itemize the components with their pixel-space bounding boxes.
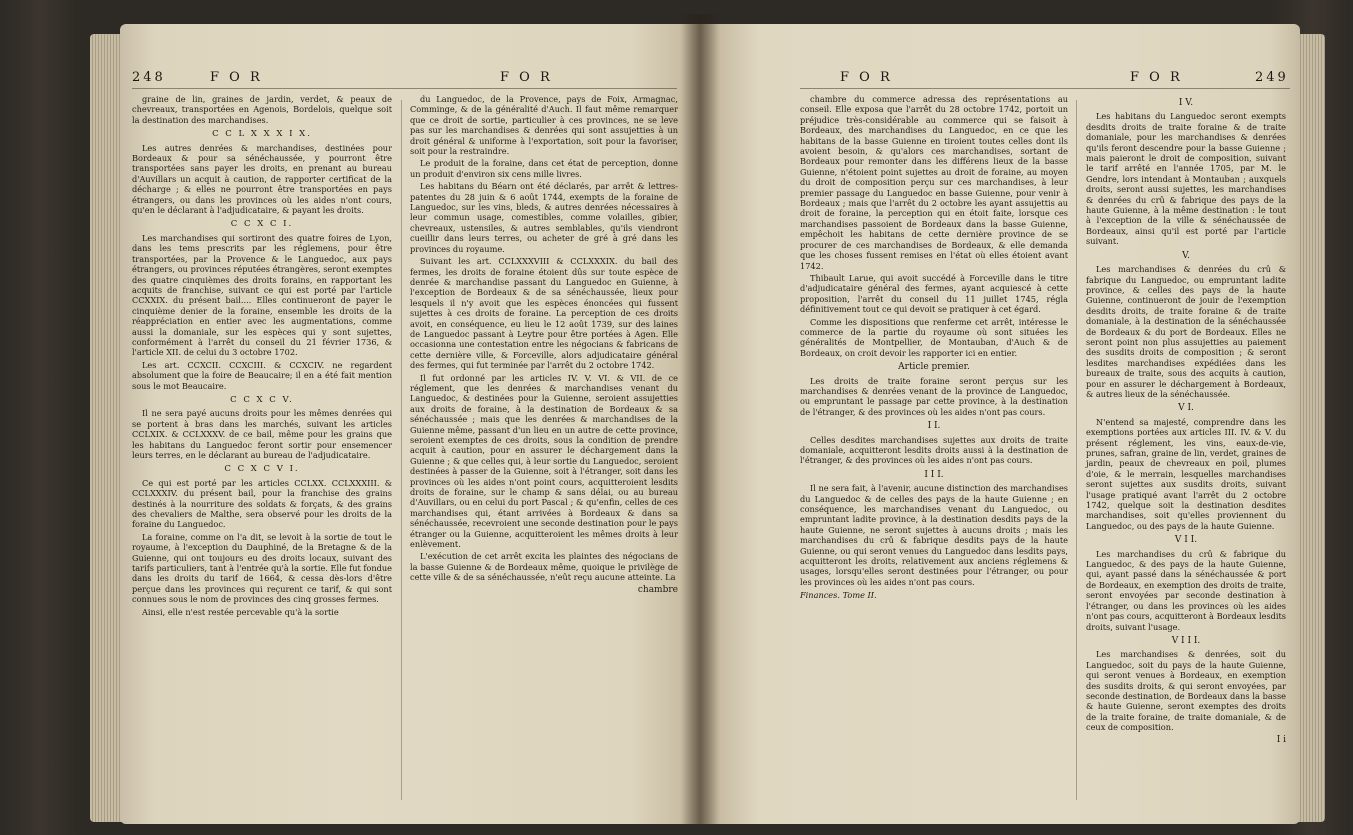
column-divider-right (1076, 100, 1077, 800)
section-heading: V I. (1178, 403, 1194, 414)
left-page (120, 24, 700, 824)
right-column-1 (800, 94, 1068, 603)
catchword: I i (1276, 734, 1286, 745)
section-heading: C C X C I. (230, 219, 294, 230)
paragraph: Celles desdites marchandises sujettes aux droits de traite domaniale, acquitteront lesdits droits aussi à la destination de l'étranger, & des provinces où les aides n'ont pas cours. (800, 434, 1068, 466)
paragraph: La foraine, comme on l'a dit, se levoit à la sortie de tout le royaume, à l'exception du Dauphiné, de la Bretagne & de la Guienne, qui ont toujours eu des droits locaux, suivant des tarifs particuliers, tant à l'entrée qu'à la sortie. Elle fut fondue dans les droits du tarif de 1664, & cessa dès-lors d'être perçue dans les provinces qui reçurent ce tarif, & qui sont connues sous le nom de provinces des cinq grosses fermes. (132, 531, 392, 605)
paragraph: Les autres denrées & marchandises, destinées pour Bordeaux & pour sa sénéchaussée, y pourront être transportées sans payer les droits, en prenant au bureau d'Auvillars un acquit à caution, de rapporter certificat de la décharge ; & elles ne pourront être transportées en pays étrangers, ou dans les provinces où les aides n'ont cours, qu'en le déclarant à l'adjudicataire, & payant les droits. (132, 142, 392, 216)
paragraph: Les habitans du Béarn ont été déclarés, par arrêt & lettres-patentes du 28 juin & 6 août 1744, exempts de la foraine de Languedoc, sur les vins, bleds, & autres denrées nécessaires à leur commun usage, comestibles, comme volailles, gibier, chevreaux, ustensiles, & autres semblables, qu'ils viendront cueillir dans leurs terres, ou acheter de gré à gré dans les provinces du royaume. (410, 181, 678, 254)
running-head-left-b: F O R (500, 70, 553, 85)
paragraph: Ce qui est porté par les articles CCLXX. CCLXXXIII. & CCLXXXIV. du présent bail, pour la franchise des grains destinés à la nourriture des soldats & forçats, & des grains des chevaliers de Malthe, sera observé pour les droits de la foraine du Languedoc. (132, 477, 392, 530)
paragraph: L'exécution de cet arrêt excita les plaintes des négocians de la basse Guienne & de Bordeaux même, quoique le privilège de cette ville & de sa sénéchaussée, n'eût reçu aucune atteinte. La (410, 551, 678, 583)
section-heading: C C L X X X I X. (212, 129, 312, 140)
book-gutter (680, 14, 720, 824)
paragraph: Comme les dispositions que renferme cet arrêt, intéresse le commerce de la partie du royaume où sont situées les généralités de Montpellier, de Montauban, d'Auch & de Bordeaux, on croit devoir les rapporter ici en entier. (800, 316, 1068, 358)
left-column-1 (132, 94, 392, 619)
paragraph: N'entend sa majesté, comprendre dans les exemptions portées aux articles III. IV. & V. du présent réglement, les vins, eaux-de-vie, prunes, safran, graine de lin, verdet, graines de jardin, peaux de chevreaux en poil, plumes d'oie, & le merrain, lesquelles marchandises seront sujettes aux susdits droits, suivant l'usage pratiqué avant l'arrêt du 2 octobre 1742, quelque soit la destination desdites marchandises, soit qu'elles proviennent du Languedoc, ou des pays de la haute Guienne. (1086, 416, 1286, 531)
paragraph: Les habitans du Languedoc seront exempts desdits droits de traite foraine & de traite domaniale, pour les marchandises & denrées qu'ils feront descendre pour la basse Guienne ; mais paieront le droit de composition, suivant le tarif arrêté en l'année 1705, par M. le Gendre, lors intendant à Montauban ; auxquels droits, seront aussi sujettes, les marchandises & denrées du crû & fabrique des pays de la haute Guienne, à la même destination : le tout à l'exception de la ville & sénéchaussée de Bordeaux, ainsi qu'il est porté par l'article suivant. (1086, 111, 1286, 247)
running-head-left-a: F O R (210, 70, 263, 85)
section-heading: I I. (927, 421, 941, 432)
paragraph: Les marchandises & denrées, soit du Languedoc, soit du pays de la haute Guienne, qui seront venues à Bordeaux, en exemption des susdits droits, & qui seront envoyées, par seconde destination, de Bordeaux dans la basse & haute Guienne, seront exemptes des droits de la traite foraine, de traite domaniale, & de ceux de composition. (1086, 649, 1286, 733)
header-rule-right (800, 88, 1290, 89)
left-column-2 (410, 94, 678, 597)
footer-signature: Finances. Tome II. (800, 590, 877, 601)
section-heading: V I I I. (1171, 635, 1201, 646)
paragraph: Les art. CCXCII. CCXCIII. & CCXCIV. ne regardent absolument que la foire de Beaucaire; il en a été fait mention sous le mot Beaucaire. (132, 359, 392, 391)
paragraph: Il ne sera payé aucuns droits pour les mêmes denrées qui se portent à bras dans les marchés, suivant les articles CCLXIX. & CCLXXXV. de ce bail, même pour les grains que les habitans du Languedoc feront sortir pour ensemencer leurs terres, en le déclarant au bureau de l'adjudicataire. (132, 408, 392, 460)
section-heading: V. (1182, 250, 1190, 261)
paragraph: Il fut ordonné par les articles IV. V. VI. & VII. de ce réglement, que les denrées & marchandises venant du Languedoc, & destinées pour la Guienne, seroient assujetties aux droits de foraine, à la destination de Bordeaux & sa sénéchaussée ; mais que les denrées & marchandises de la Guienne même, passant d'un lieu en un autre de cette province, seroient exemptes de ces droits, sous la condition de prendre acquit à caution, pour en assurer le déchargement dans la Guienne ; & que celles qui, à leur sortie du Languedoc, seroient destinées à passer de la Guienne, soit à l'étranger, soit dans les provinces où les aides n'ont point cours, acquitteroient lesdits droits de foraine, sur le champ & sans délai, ou au bureau d'Auvillars, ou en celui du port Pascal ; & qu'enfin, celles de ces marchandises qui, étant arrivées à Bordeaux & dans sa sénéchaussée, recevroient une seconde destination pour le pays étranger ou la Guienne, acquitteroient les mêmes droits à leur enlèvement. (410, 372, 678, 550)
section-heading: I I I. (924, 469, 944, 480)
section-heading: I V. (1178, 98, 1194, 108)
paragraph: Les marchandises qui sortiront des quatre foires de Lyon, dans les tems prescrits par les réglemens, pour être transportées, par la Provence & le Languedoc, aux pays étrangers, ou provinces réputées étrangères, seront exemptes des quatre cinquièmes des droits forains, en rapportant les acquits de franchise, suivant ce qui est porté par l'article CCXXIX. du présent bail.... Elles continueront de payer le cinquième denier de la foraine, ensemble les droits de la réappréciation en entier avec les augmentations, comme aussi la domaniale, sur les espèces qui y sont sujettes, conformément à l'arrêt du conseil du 21 février 1736, & l'article XII. de celui du 3 octobre 1702. (132, 232, 392, 358)
paragraph: Il ne sera fait, à l'avenir, aucune distinction des marchandises du Languedoc & de celles des pays de la haute Guienne ; en conséquence, les marchandises venant du Languedoc, ou empruntant ladite province, à la destination desdits pays de la haute Guienne, ne seront sujettes à aucuns droits ; mais les marchandises du crû & fabrique desdits pays de la haute Guienne, ou qui seront venues du Languedoc dans lesdits pays, acquitteront les droits, relativement aux anciens réglemens & usages, lorsqu'elles seront destinées pour l'étranger, ou pour les provinces où les aides n'ont pas cours. (800, 483, 1068, 587)
paragraph: Le produit de la foraine, dans cet état de perception, donne un produit d'environ six cens mille livres. (410, 158, 678, 179)
open-book (50, 14, 1310, 824)
section-heading: Article premier. (898, 362, 970, 373)
running-head-right-b: F O R (1130, 70, 1183, 85)
right-column-2 (1086, 94, 1286, 747)
section-heading: C C X C V I. (224, 464, 300, 475)
column-divider (401, 100, 402, 800)
paragraph: Thibault Larue, qui avoit succédé à Forceville dans le titre d'adjudicataire général des fermes, ayant acquiescé à cette proposition, l'arrêt du conseil du 11 juillet 1745, régla définitivement tout ce qui devoit se pratiquer à cet égard. (800, 272, 1068, 315)
paragraph: Suivant les art. CCLXXXVIII & CCLXXXIX. du bail des fermes, les droits de foraine étoient dûs sur toute espèce de denrée & marchandise passant du Languedoc en Guienne, à l'exception de Bordeaux & de sa sénéchaussée, lieux pour lesquels il n'y avoit que les espèces énoncées qui fussent sujettes à ces droits de foraine. La perception de ces droits avoit, en conséquence, eu lieu le 12 août 1739, sur des laines de Languedoc passant à Leytre pour être portées à Agen. Elle occasionna une contestation entre les négocians & fabricans de cette dernière ville, & Forceville, alors adjudicataire général des fermes, qui fut terminée par l'arrêt du 2 octobre 1742. (410, 256, 678, 371)
page-number-right: 249 (1255, 70, 1289, 85)
right-page (700, 24, 1300, 824)
running-head-right-a: F O R (840, 70, 893, 85)
section-heading: V I I. (1174, 535, 1198, 546)
header-rule (132, 88, 677, 89)
page-number-left: 248 (132, 70, 166, 85)
paragraph: Ainsi, elle n'est restée percevable qu'à la sortie (142, 606, 339, 617)
section-heading: C C X C V. (230, 394, 294, 405)
paragraph: du Languedoc, de la Provence, pays de Foix, Armagnac, Comminge, & de la généralité d'Auch. Il faut même remarquer que ce droit de sortie, particulier à ces provinces, ne se leve pas sur les marchandises & denrées qui sont assujetties à un droit général & uniforme à l'exportation, soit pour la favoriser, soit pour la restraindre. (410, 94, 678, 157)
paragraph: Les marchandises du crû & fabrique du Languedoc, & des pays de la haute Guienne, qui, ayant passé dans la sénéchaussée & port de Bordeaux, en exemption des droits de traite, seront envoyées par seconde destination à l'étranger, ou dans les provinces où les aides n'ont pas cours, acquitteront à Bordeaux lesdits droits, suivant l'usage. (1086, 548, 1286, 632)
paragraph: Les droits de traite foraine seront perçus sur les marchandises & denrées venant de la province de Languedoc, ou empruntant le passage par cette province, à la destination de l'étranger, & des provinces où les aides n'ont pas cours. (800, 375, 1068, 417)
catchword: chambre (637, 584, 678, 595)
paragraph: chambre du commerce adressa des représentations au conseil. Elle exposa que l'arrêt du 28 octobre 1742, portoit un préjudice très-considérable au commerce qui se faisoit à Bordeaux, des marchandises du Languedoc, en ce que les habitans de la basse Guienne en tiroient toutes celles dont ils avoient besoin, & qu'alors ces marchandises, sortant de Bordeaux pour remonter dans les différens lieux de la basse Guienne, n'étoient point sujettes au droit de foraine, au moyen du droit de composition perçu sur ces marchandises, à leur premier passage du Languedoc en basse Guienne, pour venir à Bordeaux ; mais que l'arrêt du 2 octobre les ayant assujettis au droit de foraine, la perception qui en étoit faite, lorsque ces marchandises passoient de Bordeaux dans la basse Guienne, empêchoit les habitans de cette dernière province de se procurer de ces marchandises de Bordeaux, & elle demanda que les choses fussent remises en l'état où elles étoient avant 1742. (800, 94, 1068, 271)
paragraph: Les marchandises & denrées du crû & fabrique du Languedoc, ou empruntant ladite province, & celles des pays de la haute Guienne, continueront de jouir de l'exemption desdits droits, de traite foraine & de traite domaniale, à la destination de la sénéchaussée de Bordeaux & du port de Bordeaux. Elles ne seront point non plus assujetties au paiement des susdits droits de composition ; & seront lesdites marchandises expédiées dans les bureaux de traite, sous des acquits à caution, pour en assurer le déchargement à Bordeaux, & autres lieux de la sénéchaussée. (1086, 264, 1286, 399)
paragraph: graine de lin, graines de jardin, verdet, & peaux de chevreaux, transportées en Agenois, Bordelois, quelque soit la destination des marchandises. (132, 94, 392, 125)
